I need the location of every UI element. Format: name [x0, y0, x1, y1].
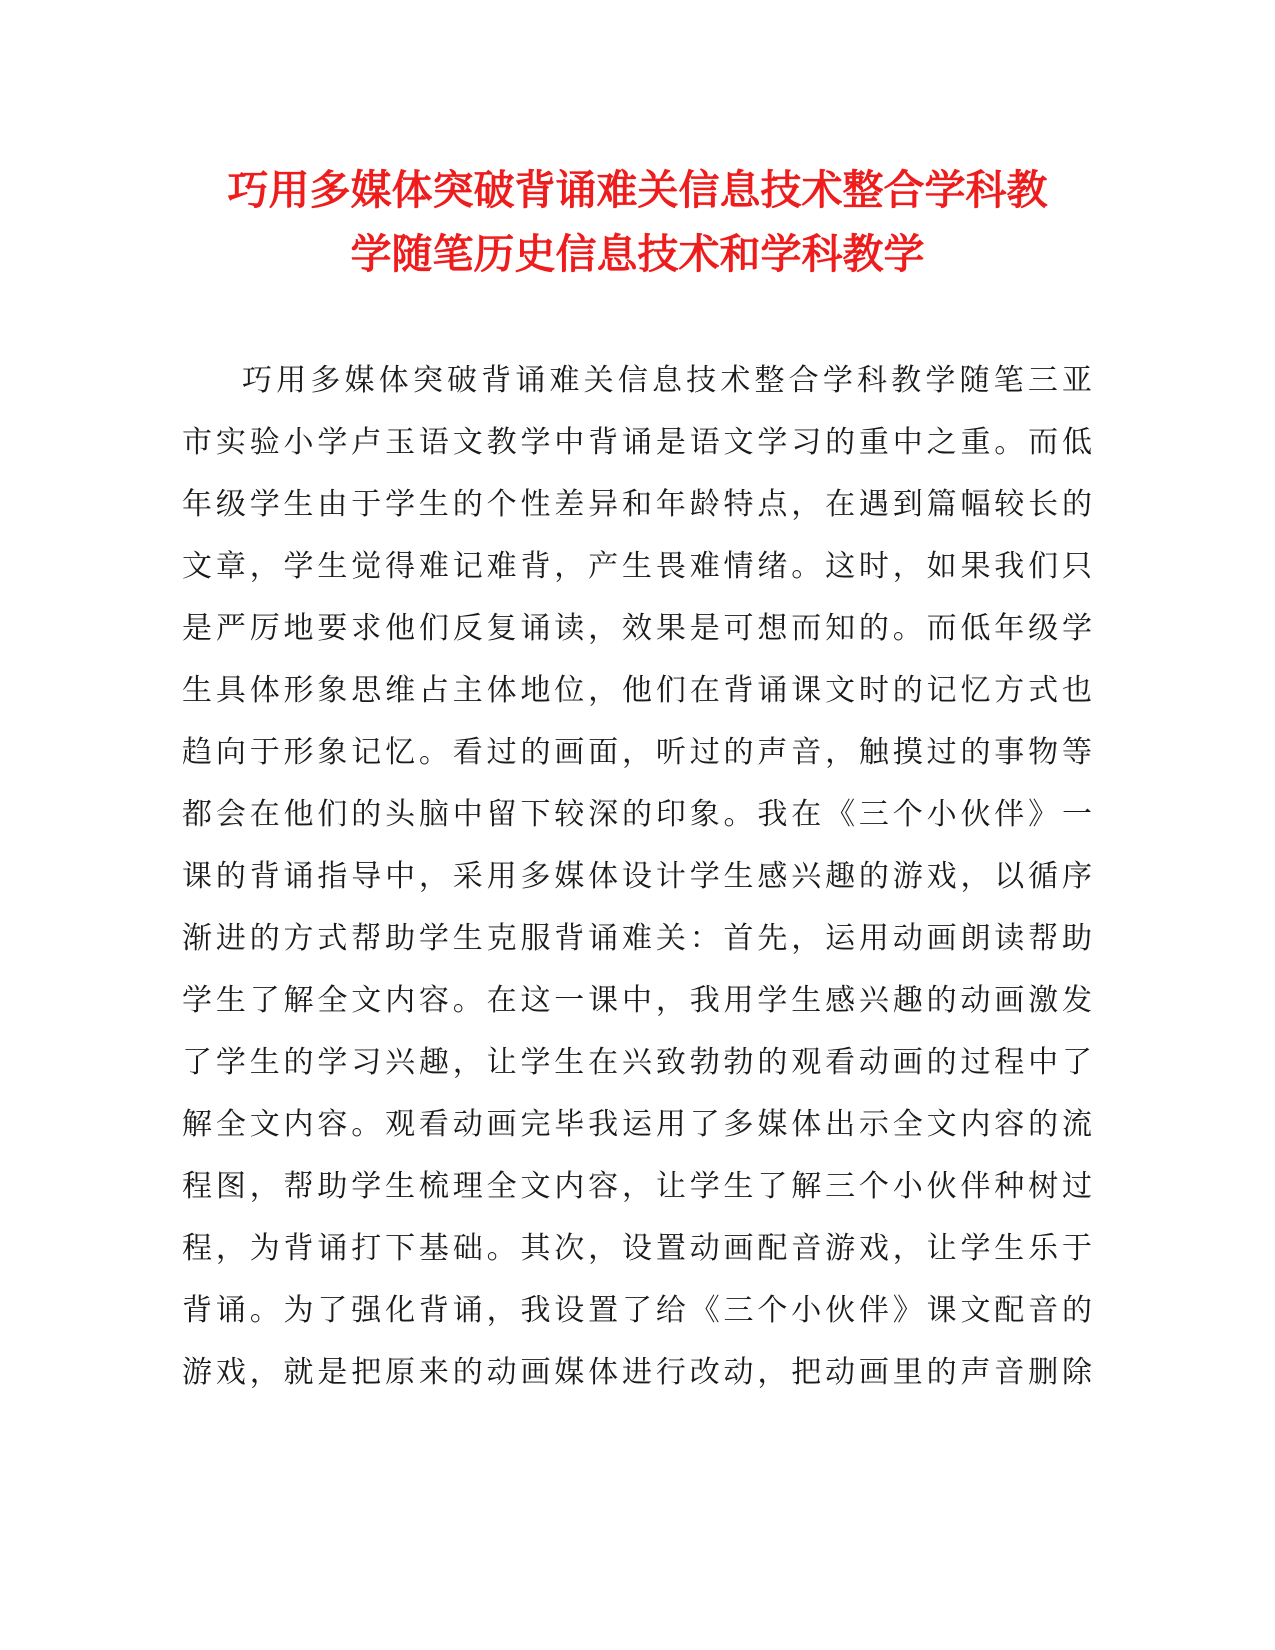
body-line: 文章，学生觉得难记难背，产生畏难情绪。这时，如果我们只 — [182, 549, 1092, 584]
body-line: 生具体形象思维占主体地位，他们在背诵课文时的记忆方式也 — [182, 673, 1092, 708]
body-line: 都会在他们的头脑中留下较深的印象。我在《三个小伙伴》一 — [182, 797, 1092, 832]
body-line: 了学生的学习兴趣，让学生在兴致勃勃的观看动画的过程中了 — [182, 1045, 1092, 1080]
body-line: 背诵。为了强化背诵，我设置了给《三个小伙伴》课文配音的 — [182, 1293, 1092, 1328]
title-line-2: 学随笔历史信息技术和学科教学 — [350, 230, 925, 278]
body-line: 年级学生由于学生的个性差异和年龄特点，在遇到篇幅较长的 — [182, 487, 1092, 522]
body-line: 学生了解全文内容。在这一课中，我用学生感兴趣的动画激发 — [182, 983, 1092, 1018]
body-paragraph — [182, 350, 1092, 1404]
body-line: 渐进的方式帮助学生克服背诵难关：首先，运用动画朗读帮助 — [182, 921, 1092, 956]
body-line: 程图，帮助学生梳理全文内容，让学生了解三个小伙伴种树过 — [182, 1169, 1092, 1204]
body-line: 程，为背诵打下基础。其次，设置动画配音游戏，让学生乐于 — [182, 1231, 1092, 1266]
body-line: 市实验小学卢玉语文教学中背诵是语文学习的重中之重。而低 — [182, 425, 1092, 460]
body-line: 游戏，就是把原来的动画媒体进行改动，把动画里的声音删除 — [182, 1355, 1092, 1390]
body-line: 巧用多媒体突破背诵难关信息技术整合学科教学随笔三亚 — [242, 363, 1092, 398]
body-line: 课的背诵指导中，采用多媒体设计学生感兴趣的游戏，以循序 — [182, 859, 1092, 894]
body-line: 解全文内容。观看动画完毕我运用了多媒体出示全文内容的流 — [182, 1107, 1092, 1142]
body-line: 趋向于形象记忆。看过的画面，听过的声音，触摸过的事物等 — [182, 735, 1092, 770]
body-line: 是严厉地要求他们反复诵读，效果是可想而知的。而低年级学 — [182, 611, 1092, 646]
document-title — [180, 158, 1095, 286]
title-line-1: 巧用多媒体突破背诵难关信息技术整合学科教 — [227, 166, 1048, 214]
